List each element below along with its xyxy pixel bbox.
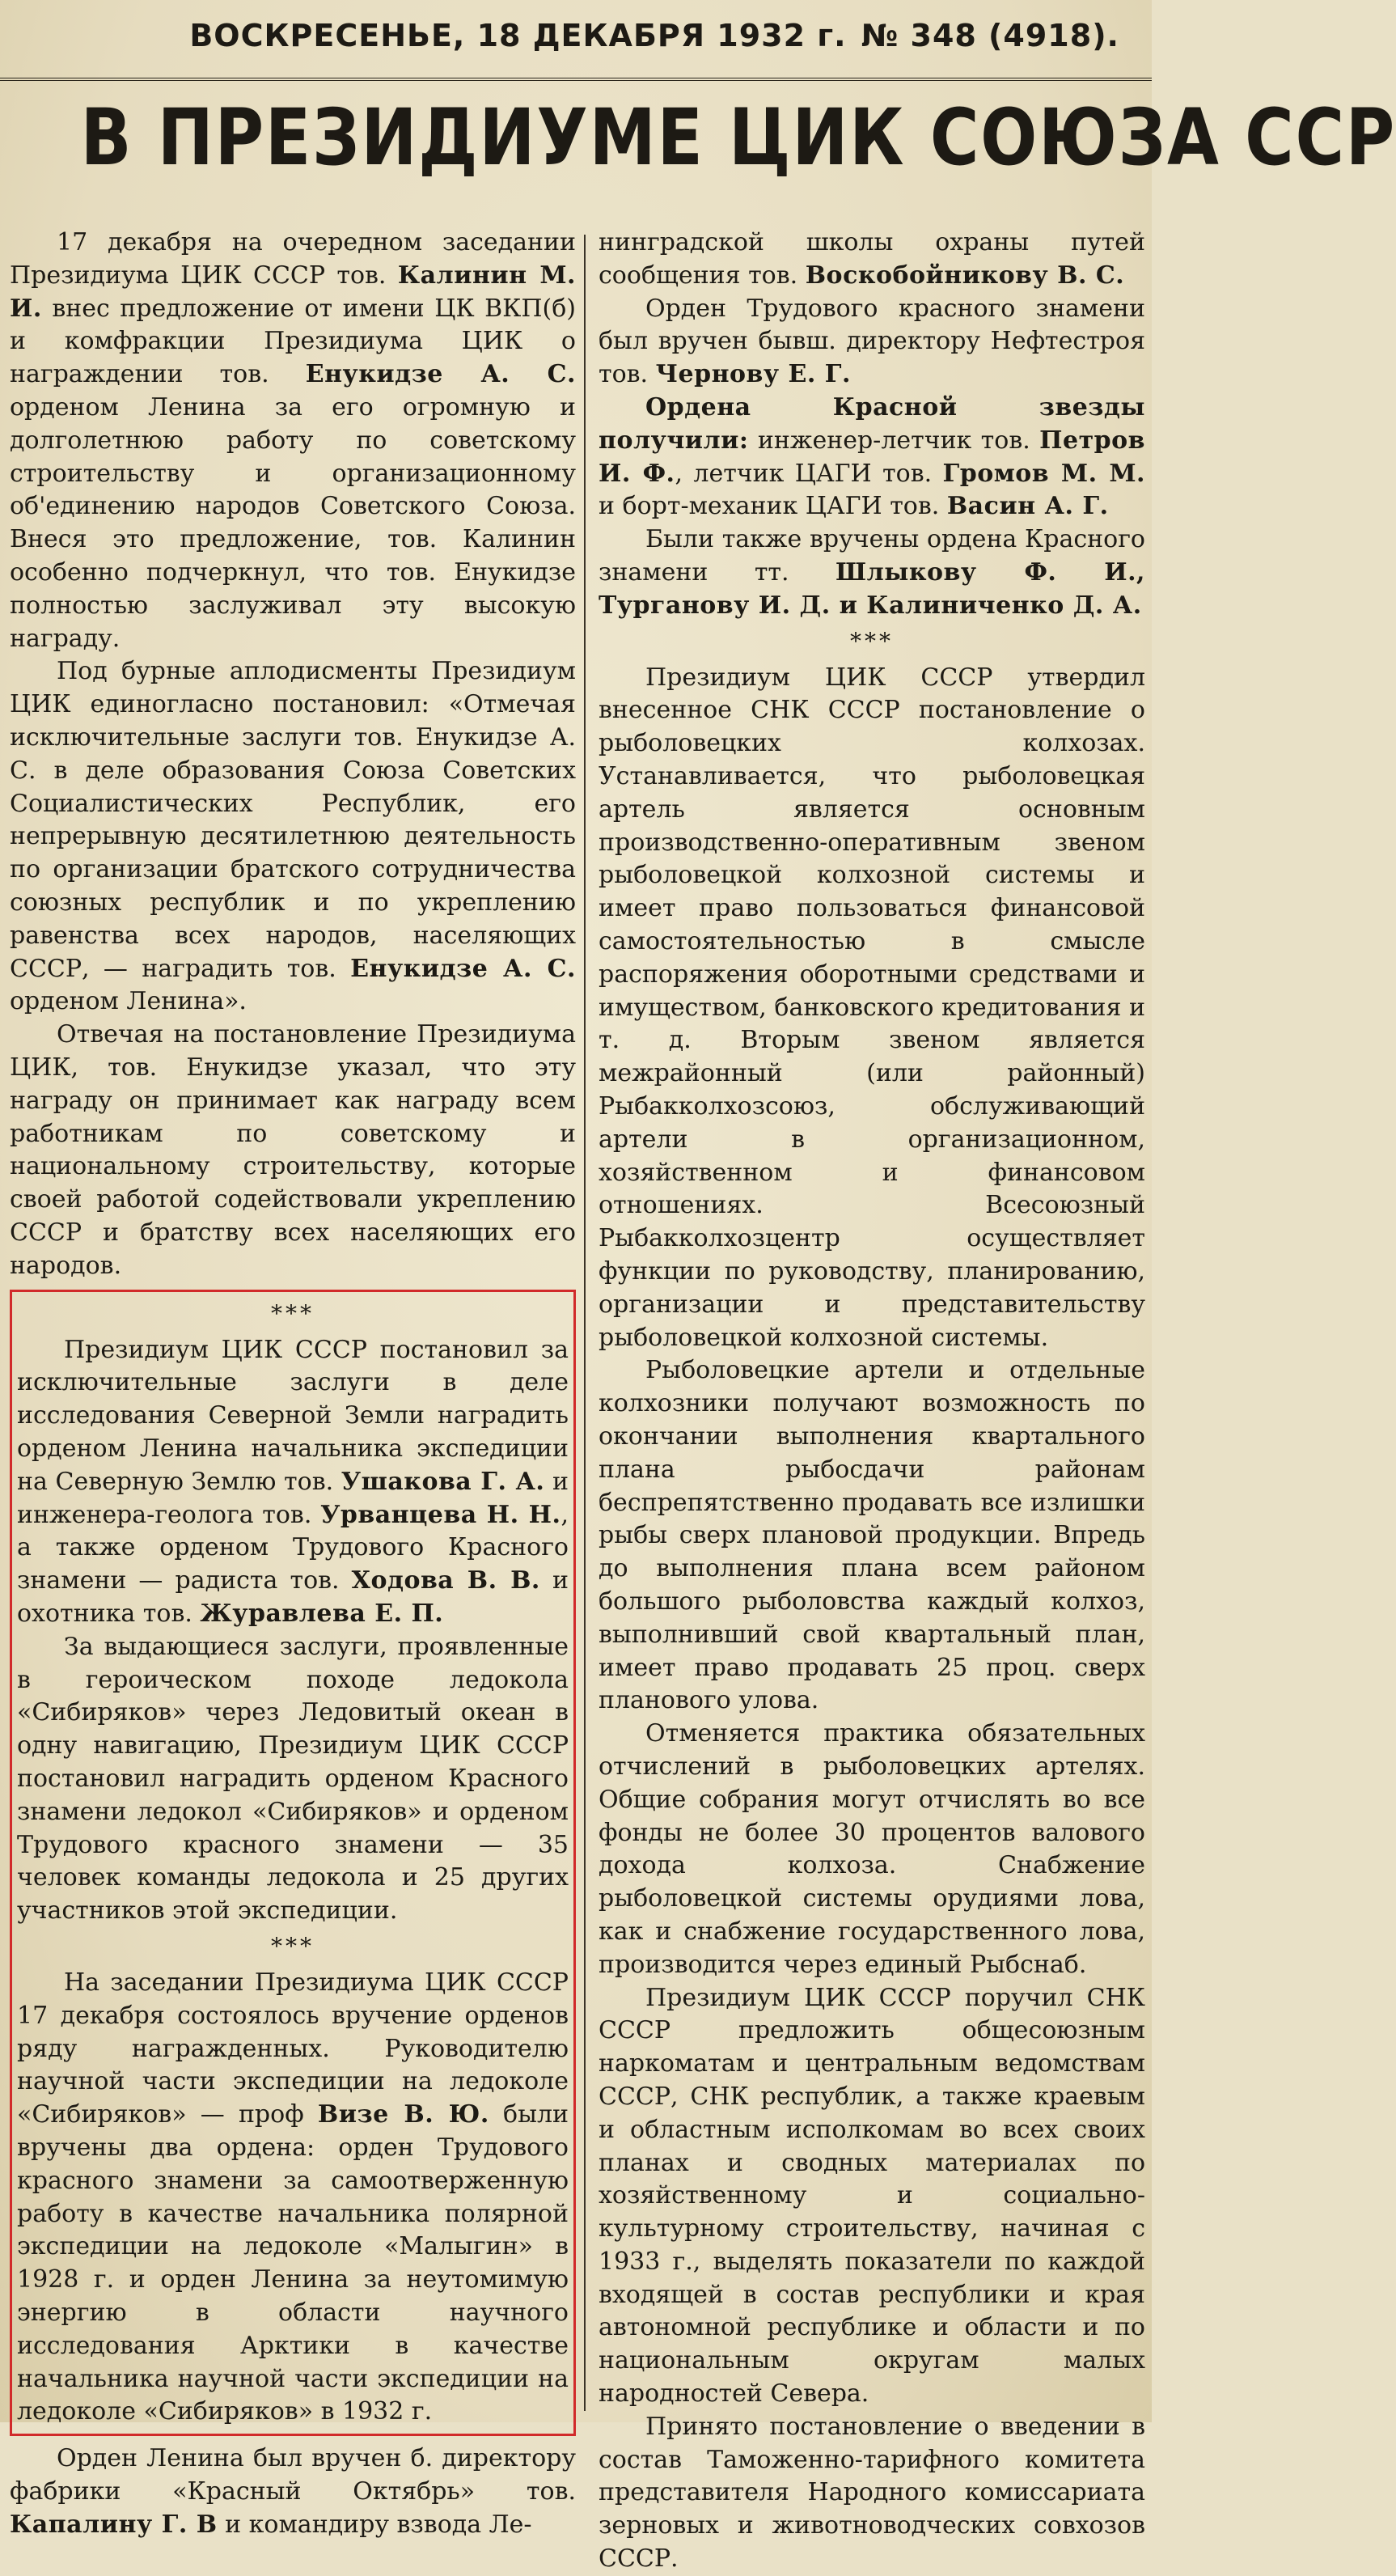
text-run: Президиум ЦИК СССР постановил за исключительные заслуги в деле исследования Северной Земли наградить орденом Ленина начальника экспедиции на Северную Землю тов. [17,1335,569,1496]
article-paragraph [599,662,1145,1355]
bold-name: Капалину Г. В [10,2510,218,2539]
text-run: Президиум ЦИК СССР поручил СНК СССР предложить общесоюзным наркоматам и центральным ведомствам СССР, СНК республик, а также краевым и областным исполкомам во всех своих планах и сводных материалах по хозяйственному и социально-культурному строительству, начиная с 1933 г., выделять показатели по каждой входящей в состав республики и края автономной республике и области и по национальным округам малых народностей Севера. [599,1983,1145,2409]
section-separator-stars: *** [850,627,894,655]
text-run: и командиру взвода Ле- [217,2510,532,2539]
bold-name: Ушакова Г. А. [341,1467,545,1496]
text-run: , а также орденом Трудового Красного знамени — радиста тов. [17,1500,569,1595]
left-column [5,227,581,2539]
article-paragraph [17,1631,569,1928]
page-headline: В ПРЕЗИДИУМЕ ЦИК СОЮЗА ССР [80,92,1396,183]
text-run: и охотника тов. [17,1566,569,1628]
text-run: Орден Трудового красного знамени был вручен бывш. директору Нефтестроя тов. [599,294,1145,389]
issue-date: ВОСКРЕСЕНЬЕ, 18 ДЕКАБРЯ 1932 г. [189,18,847,53]
text-run: и борт-механик ЦАГИ тов. [599,492,947,521]
bold-name: Калинин М. И. [10,261,576,323]
bold-name: Журавлева Е. П. [200,1599,444,1628]
article-paragraph [599,392,1145,523]
article-paragraph [10,655,576,1019]
article-paragraph [599,2411,1145,2576]
article-paragraph [599,1354,1145,1718]
text-run: За выдающиеся заслуги, проявленные в героическом походе ледокола «Сибиряков» через Ледовитый океан в одну навигацию, Президиум ЦИК СССР постановил наградить орденом Красного знамени ледокол «Сибиряков» и орденом Трудового красного знамени — 35 человек команды ледокола и 25 других участников этой экспедиции. [17,1632,569,1926]
text-run: Принято постановление о введении в состав Таможенно-тарифного комитета представителя Народного комиссариата зерновых и животноводческих совхозов СССР. [599,2412,1145,2574]
article-paragraph [17,1967,569,2429]
text-run: нинградской школы охраны путей сообщения тов. [599,228,1145,290]
article-paragraph [599,1718,1145,1981]
bold-name: Шлыкову Ф. И., Турганову И. Д. и Калиниченко Д. А. [599,557,1145,620]
text-run: Орден Ленина был вручен б. директору фабрики «Красный Октябрь» тов. [10,2444,576,2506]
bold-name: Енукидзе А. С. [350,954,576,983]
article-paragraph [10,2443,576,2541]
bold-name: Чернову Е. Г. [655,360,851,389]
right-column [590,227,1149,2574]
section-separator-stars: *** [271,1299,315,1327]
bold-name: Ордена Красной звезды получили: [599,392,1145,455]
text-run: были вручены два ордена: орден Трудового красного знамени за самоотверженную работу в качестве начальника полярной экспедиции на ледоколе «Малыгин» в 1928 г. и орден Ленина за неутомимую энергию в области научного исследования Арктики в качестве начальника научной части экспедиции на ледоколе «Сибиряков» в 1932 г. [17,2100,569,2426]
text-run: инженер-летчик тов. [748,426,1040,455]
bold-name: Громов М. М. [942,459,1146,488]
masthead [0,0,1152,81]
article-paragraph [10,227,576,655]
text-run: Отменяется практика обязательных отчислений в рыболовецких артелях. Общие собрания могут отчислять во все фонды не более 30 процентов валового дохода колхоза. Снабжение рыболовецкой системы орудиями лова, как и снабжение государственного лова, производится через единый Рыбснаб. [599,1719,1145,1979]
bold-name: Урванцева Н. Н. [320,1500,561,1529]
text-run: орденом Ленина за его огромную и долголетнюю работу по советскому строительству и организационному об'единению народов Советского Союза. Внеся это предложение, тов. Калинин особенно подчеркнул, что тов. Енукидзе полностью заслуживал эту высокую награду. [10,392,576,653]
text-run: , летчик ЦАГИ тов. [675,459,943,488]
article-paragraph [599,227,1145,293]
bold-name: Васин А. Г. [946,492,1109,521]
text-run: На заседании Президиума ЦИК СССР 17 декабря состоялось вручение орденов ряду награжденных. Руководителю научной части экспедиции на ледоколе «Сибиряков» — проф [17,1968,569,2129]
text-run: Отвечая на постановление Президиума ЦИК, тов. Енукидзе указал, что эту награду он принимает как награду всем работникам по советскому и национальному строительству, которые своей работой содействовали укреплению СССР и братству всех населяющих его народов. [10,1020,576,1280]
text-run: внес предложение от имени ЦК ВКП(б) и комфракции Президиума ЦИК о награждении тов. [10,294,576,389]
text-run: орденом Ленина». [10,987,247,1016]
bold-name: Енукидзе А. С. [305,360,577,389]
article-paragraph [17,1334,569,1631]
text-run: и инженера-геолога тов. [17,1467,569,1529]
article-paragraph [599,523,1145,622]
text-run: Рыболовецкие артели и отдельные колхозники получают возможность по окончании выполнения квартального плана рыбосдачи районам беспрепятственно продавать все излишки рыбы сверх плановой продукции. Впредь до выполнения плана всем районом большого рыболовства каждый колхоз, выполнивший свой квартальный план, имеет право продавать 25 проц. сверх планового улова. [599,1356,1145,1715]
masthead-line [175,18,1119,53]
highlighted-section [10,1290,576,2437]
bold-name: Визе В. Ю. [317,2100,489,2129]
section-separator-stars: *** [271,1932,315,1960]
text-run: 17 декабря на очередном заседании Президиума ЦИК СССР тов. [10,228,576,290]
article-paragraph [599,293,1145,392]
article-paragraph [599,1982,1145,2411]
issue-number: № 348 (4918). [861,18,1119,53]
text-run: Президиум ЦИК СССР утвердил внесенное СНК СССР постановление о рыболовецких колхозах. Устанавливается, что рыболовецкая артель является основным производственно-оперативным звеном рыболовецкой колхозной системы и имеет право пользоваться финансовой самостоятельностью в смысле распоряжения оборотными средствами и имуществом, банковского кредитования и т. д. Вторым звеном является межрайонный (или районный) Рыбакколхозсоюз, обслуживающий артели в организационном, хозяйственном и финансовом отношениях. Всесоюзный Рыбакколхозцентр осуществляет функции по руководству, планированию, организации и представительству рыболовецкой колхозной системы. [599,663,1146,1352]
column-divider [584,235,586,2411]
bold-name: Воскобойникову В. С. [805,261,1125,290]
bold-name: Петров И. Ф. [599,426,1145,488]
bold-name: Ходова В. В. [351,1566,540,1595]
text-run: Были также вручены ордена Красного знамени тт. [599,525,1145,587]
text-run: Под бурные аплодисменты Президиум ЦИК единогласно постановил: «Отмечая исключительные заслуги тов. Енукидзе А. С. в деле образования Союза Советских Социалистических Республик, его непрерывную десятилетнюю деятельность по организации братского сотрудничества союзных республик и по укреплению равенства всех народов, населяющих СССР, — наградить тов. [10,657,576,983]
article-paragraph [10,1019,576,1282]
